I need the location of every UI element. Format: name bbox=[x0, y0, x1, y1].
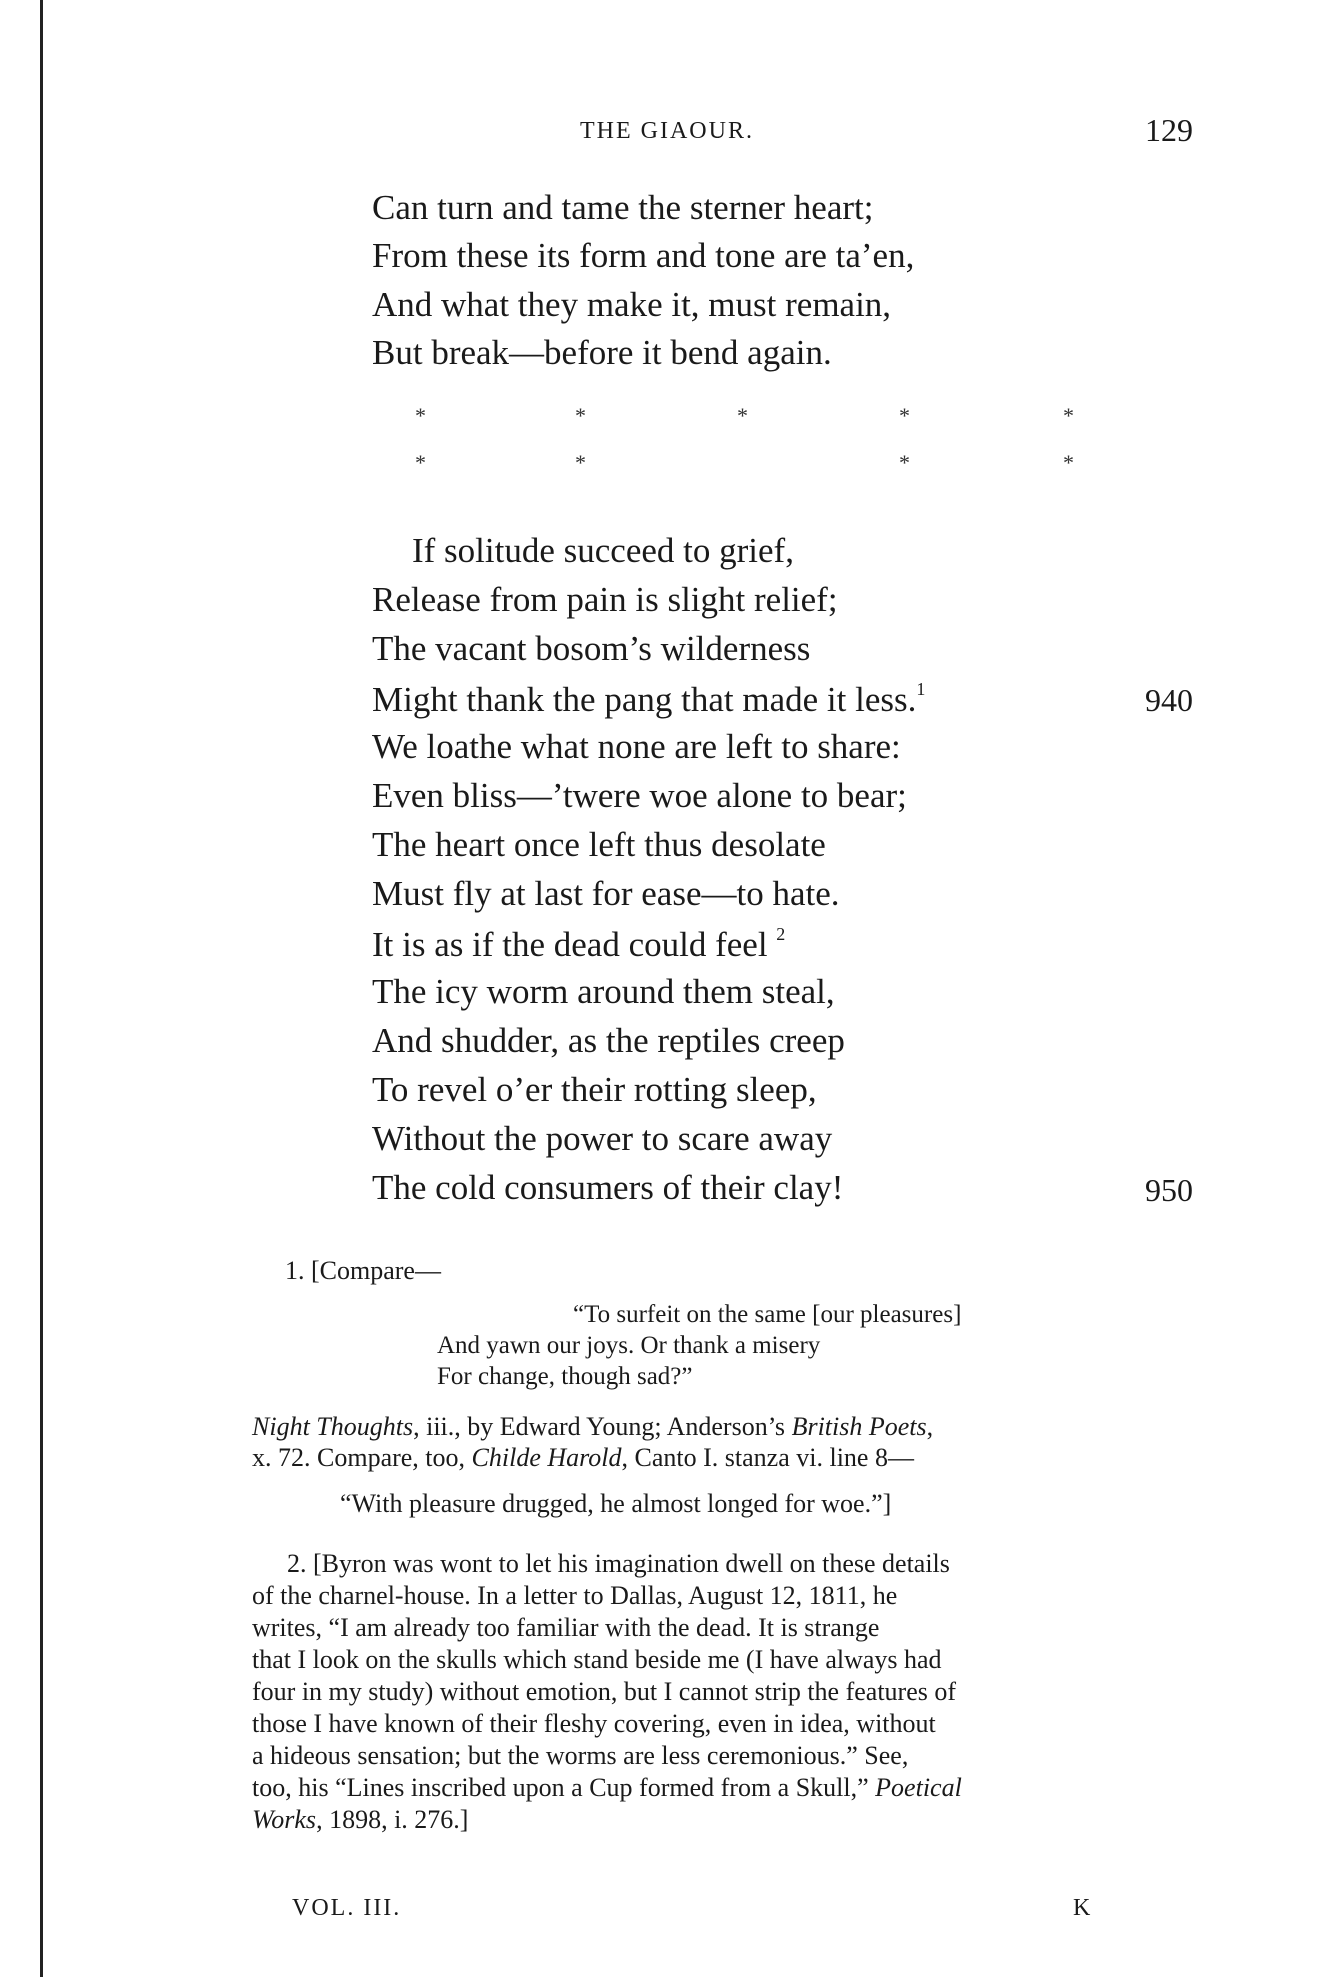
verse-text: Might thank the pang that made it less. bbox=[372, 680, 917, 719]
footnote-2-line: 2. [Byron was wont to let his imagination dwell on these details bbox=[287, 1549, 950, 1578]
volume-signature: VOL. III. bbox=[292, 1895, 402, 1921]
verse-line: We loathe what none are left to share: bbox=[372, 727, 901, 766]
line-number: 950 bbox=[1145, 1172, 1193, 1208]
footnote-1-source bbox=[252, 1414, 933, 1440]
footnote-2-line: those I have known of their fleshy covering, even in idea, without bbox=[252, 1709, 936, 1738]
footnote-2-line: that I look on the skulls which stand beside me (I have always had bbox=[252, 1645, 942, 1674]
source-text: , bbox=[926, 1412, 934, 1441]
verse-line bbox=[372, 680, 925, 717]
footnote-2-line bbox=[252, 1807, 468, 1833]
footnote-1-quote-line: For change, though sad?” bbox=[437, 1363, 693, 1390]
source-title: Poetical bbox=[875, 1773, 962, 1802]
footnote-2-line bbox=[252, 1775, 962, 1801]
separator-star: * bbox=[1063, 450, 1074, 475]
separator-star: * bbox=[415, 403, 426, 428]
verse-line: To revel o’er their rotting sleep, bbox=[372, 1070, 817, 1109]
footnote-text: , 1898, i. 276.] bbox=[316, 1805, 469, 1834]
binding-edge bbox=[40, 0, 43, 1977]
footnote-1-source bbox=[252, 1445, 914, 1471]
verse-line: Even bliss—’twere woe alone to bear; bbox=[372, 776, 907, 815]
verse-text: It is as if the dead could feel bbox=[372, 925, 768, 964]
footnote-1-quote-line: “To surfeit on the same [our pleasures] bbox=[573, 1301, 962, 1328]
separator-star: * bbox=[1063, 403, 1074, 428]
footnote-marker: 2 bbox=[776, 924, 786, 944]
verse-line: The cold consumers of their clay! bbox=[372, 1168, 844, 1207]
verse-line: The vacant bosom’s wilderness bbox=[372, 629, 811, 668]
verse-line: Without the power to scare away bbox=[372, 1119, 833, 1158]
separator-star: * bbox=[737, 403, 748, 428]
separator-star: * bbox=[415, 450, 426, 475]
source-text: x. 72. Compare, too, bbox=[252, 1443, 472, 1472]
verse-line: If solitude succeed to grief, bbox=[412, 531, 794, 570]
footnote-text: too, his “Lines inscribed upon a Cup formed from a Skull,” bbox=[252, 1773, 876, 1802]
footnote-1-closing-quote: “With pleasure drugged, he almost longed for woe.”] bbox=[340, 1489, 892, 1518]
footnote-1-intro: 1. [Compare— bbox=[285, 1256, 441, 1285]
separator-star: * bbox=[575, 403, 586, 428]
line-number: 940 bbox=[1145, 682, 1193, 718]
verse-line: The heart once left thus desolate bbox=[372, 825, 826, 864]
footnote-2-line: of the charnel-house. In a letter to Dallas, August 12, 1811, he bbox=[252, 1581, 898, 1610]
separator-star: * bbox=[575, 450, 586, 475]
verse-line: Can turn and tame the sterner heart; bbox=[372, 188, 874, 227]
verse-line: And what they make it, must remain, bbox=[372, 285, 892, 324]
verse-line: And shudder, as the reptiles creep bbox=[372, 1021, 845, 1060]
running-head: THE GIAOUR. bbox=[580, 118, 754, 144]
source-title: Works bbox=[252, 1805, 317, 1834]
separator-star: * bbox=[899, 450, 910, 475]
page-number: 129 bbox=[1145, 112, 1193, 148]
verse-line: From these its form and tone are ta’en, bbox=[372, 236, 915, 275]
source-title: Night Thoughts bbox=[252, 1412, 414, 1441]
separator-star: * bbox=[899, 403, 910, 428]
source-text: , Canto I. stanza vi. line 8— bbox=[621, 1443, 914, 1472]
verse-line: The icy worm around them steal, bbox=[372, 972, 835, 1011]
verse-line: But break—before it bend again. bbox=[372, 333, 832, 372]
footnote-2-line: a hideous sensation; but the worms are less ceremonious.” See, bbox=[252, 1741, 909, 1770]
verse-line: Must fly at last for ease—to hate. bbox=[372, 874, 840, 913]
footnote-1-quote-line: And yawn our joys. Or thank a misery bbox=[437, 1332, 821, 1359]
footnote-marker: 1 bbox=[916, 679, 926, 699]
verse-line: Release from pain is slight relief; bbox=[372, 580, 838, 619]
verse-line bbox=[372, 925, 785, 962]
source-title: Childe Harold bbox=[471, 1443, 622, 1472]
footnote-2-line: four in my study) without emotion, but I cannot strip the features of bbox=[252, 1677, 957, 1706]
footnote-2-line: writes, “I am already too familiar with the dead. It is strange bbox=[252, 1613, 880, 1642]
source-text: , iii., by Edward Young; Anderson’s bbox=[413, 1412, 792, 1441]
source-title: British Poets bbox=[791, 1412, 927, 1441]
gathering-signature: K bbox=[1073, 1895, 1091, 1921]
